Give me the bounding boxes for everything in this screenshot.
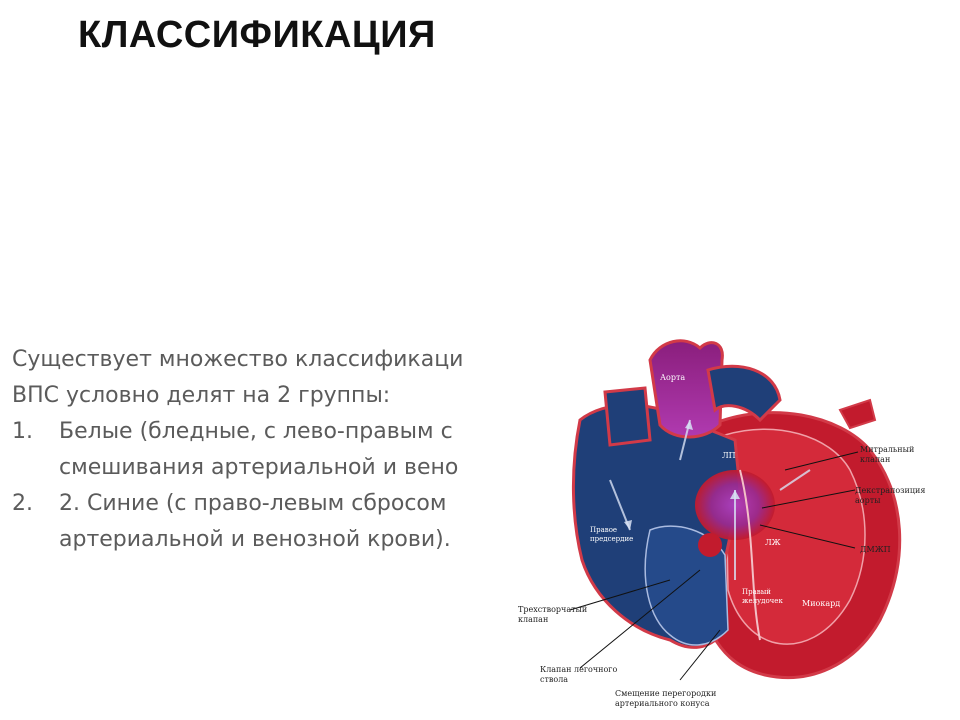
callout-dextro-1: Декстрапозиция — [855, 486, 926, 495]
callout-septum-shift-2: артериального конуса — [615, 699, 710, 708]
callout-pulm-valve-2: ствола — [540, 675, 569, 684]
heart-diagram — [510, 330, 960, 720]
list-item-2-number: 2. — [12, 491, 33, 516]
list-item-2 — [12, 486, 518, 522]
label-right-ventricle-2: желудочек — [742, 597, 783, 605]
label-lp: ЛП — [722, 451, 736, 460]
superior-vena-cava — [605, 388, 650, 445]
label-myocardium: Миокард — [802, 599, 841, 608]
label-lzh: ЛЖ — [765, 538, 781, 547]
intro-line-1: Существует множество классификаци — [12, 347, 464, 372]
list-item-1-continuation: смешивания артериальной и вено — [59, 455, 459, 480]
label-right-ventricle-1: Правый — [742, 588, 771, 596]
callout-pulm-valve-1: Клапан легочного — [540, 665, 618, 674]
pulmonary-veins — [840, 400, 875, 428]
callout-mitral-2: клапан — [860, 455, 891, 464]
slide-body — [12, 342, 518, 558]
label-right-atrium-2: предсердие — [590, 535, 634, 543]
callout-tricuspid-2: клапан — [518, 615, 549, 624]
slide-title: КЛАССИФИКАЦИЯ — [78, 14, 436, 56]
list-item-2-continuation: артериальной и венозной крови). — [59, 527, 451, 552]
callout-vsd: ДМЖП — [860, 545, 891, 554]
list-item-1-number: 1. — [12, 419, 33, 444]
pulmonary-valve-spot — [698, 533, 722, 557]
callout-mitral-1: Митральный — [860, 445, 915, 454]
label-right-atrium-1: Правое — [590, 526, 618, 534]
list-item-2-text: 2. Синие (с право-левым сбросом — [59, 491, 447, 516]
list-item-1 — [12, 414, 518, 450]
intro-line-2: ВПС условно делят на 2 группы: — [12, 383, 391, 408]
callout-septum-shift-1: Смещение перегородки — [615, 689, 717, 698]
list-item-1-text: Белые (бледные, с лево-правым с — [59, 419, 453, 444]
label-aorta: Аорта — [660, 373, 686, 382]
callout-tricuspid-1: Трехстворчатый — [518, 605, 588, 614]
callout-dextro-2: аорты — [855, 496, 881, 505]
